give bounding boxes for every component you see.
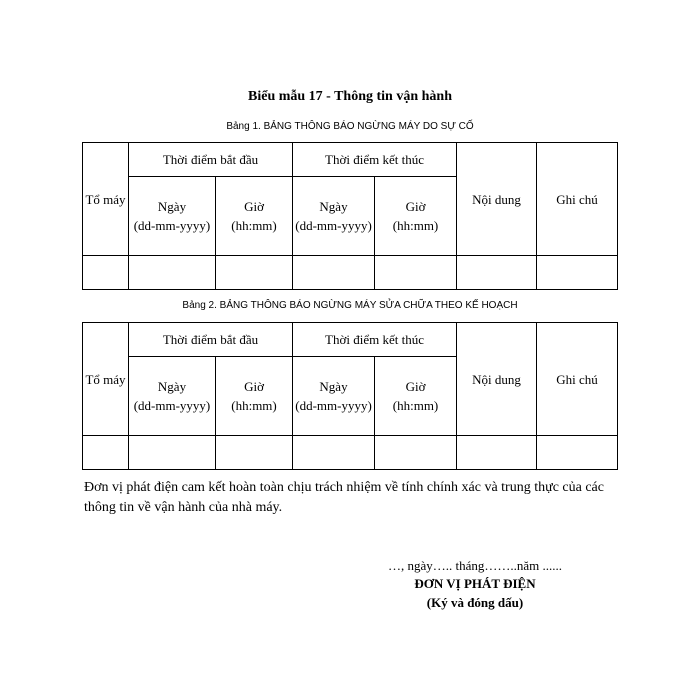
header-start-time: Thời điểm bắt đầu	[129, 143, 293, 177]
empty-cell	[83, 256, 129, 290]
date-label: Ngày	[157, 379, 187, 394]
empty-cell	[375, 436, 457, 470]
empty-cell	[537, 436, 618, 470]
date-format: (dd-mm-yyyy)	[133, 398, 211, 413]
time-label: Giờ	[244, 379, 264, 394]
time-label: Giờ	[244, 199, 264, 214]
header-content: Nội dung	[457, 323, 537, 436]
header-end-time: Thời điểm kết thúc	[293, 323, 457, 357]
time-label: Giờ	[405, 379, 426, 394]
header-start-hour	[216, 177, 293, 256]
header-start-date	[129, 177, 216, 256]
header-start-time: Thời điểm bắt đầu	[129, 323, 293, 357]
date-label: Ngày	[319, 379, 348, 394]
empty-cell	[129, 256, 216, 290]
empty-cell	[129, 436, 216, 470]
table-row	[83, 256, 618, 290]
time-format: (hh:mm)	[392, 218, 439, 233]
signature-note: (Ký và đóng dấu)	[426, 595, 524, 610]
empty-cell	[457, 436, 537, 470]
date-format: (dd-mm-yyyy)	[133, 218, 211, 233]
header-note: Ghi chú	[537, 143, 618, 256]
empty-cell	[83, 436, 129, 470]
signature-date-line: …, ngày….. tháng……..năm ......	[387, 558, 563, 573]
table-row	[83, 436, 618, 470]
time-format: (hh:mm)	[231, 398, 277, 413]
commitment-paragraph: Đơn vị phát điện cam kết hoàn toàn chịu trách nhiệm về tính chính xác và trung thực của các thông tin về vận hành của nhà máy.	[84, 480, 604, 515]
header-content: Nội dung	[457, 143, 537, 256]
header-end-hour	[375, 357, 457, 436]
form-title: Biểu mẫu 17 - Thông tin vận hành	[248, 89, 452, 104]
table2-caption: Bảng 2. BẢNG THÔNG BÁO NGỪNG MÁY SỬA CHỮA THEO KẾ HOẠCH	[182, 300, 518, 311]
empty-cell	[537, 256, 618, 290]
table1-forced-outage	[82, 142, 618, 290]
signature-unit: ĐƠN VỊ PHÁT ĐIỆN	[414, 576, 536, 591]
date-label: Ngày	[157, 199, 187, 214]
header-start-date	[129, 357, 216, 436]
header-start-hour	[216, 357, 293, 436]
header-unit: Tổ máy	[83, 143, 129, 256]
time-format: (hh:mm)	[231, 218, 277, 233]
empty-cell	[293, 436, 375, 470]
table2-planned-outage	[82, 322, 618, 470]
empty-cell	[457, 256, 537, 290]
header-end-time: Thời điểm kết thúc	[293, 143, 457, 177]
empty-cell	[293, 256, 375, 290]
header-end-date	[293, 357, 375, 436]
header-end-hour	[375, 177, 457, 256]
header-end-date	[293, 177, 375, 256]
empty-cell	[216, 436, 293, 470]
time-label: Giờ	[405, 199, 426, 214]
header-unit: Tổ máy	[83, 323, 129, 436]
empty-cell	[375, 256, 457, 290]
empty-cell	[216, 256, 293, 290]
date-label: Ngày	[319, 199, 348, 214]
date-format: (dd-mm-yyyy)	[295, 218, 372, 233]
header-note: Ghi chú	[537, 323, 618, 436]
table1-caption: Bảng 1. BẢNG THÔNG BÁO NGỪNG MÁY DO SỰ CỐ	[226, 121, 474, 132]
time-format: (hh:mm)	[392, 398, 439, 413]
date-format: (dd-mm-yyyy)	[295, 398, 372, 413]
